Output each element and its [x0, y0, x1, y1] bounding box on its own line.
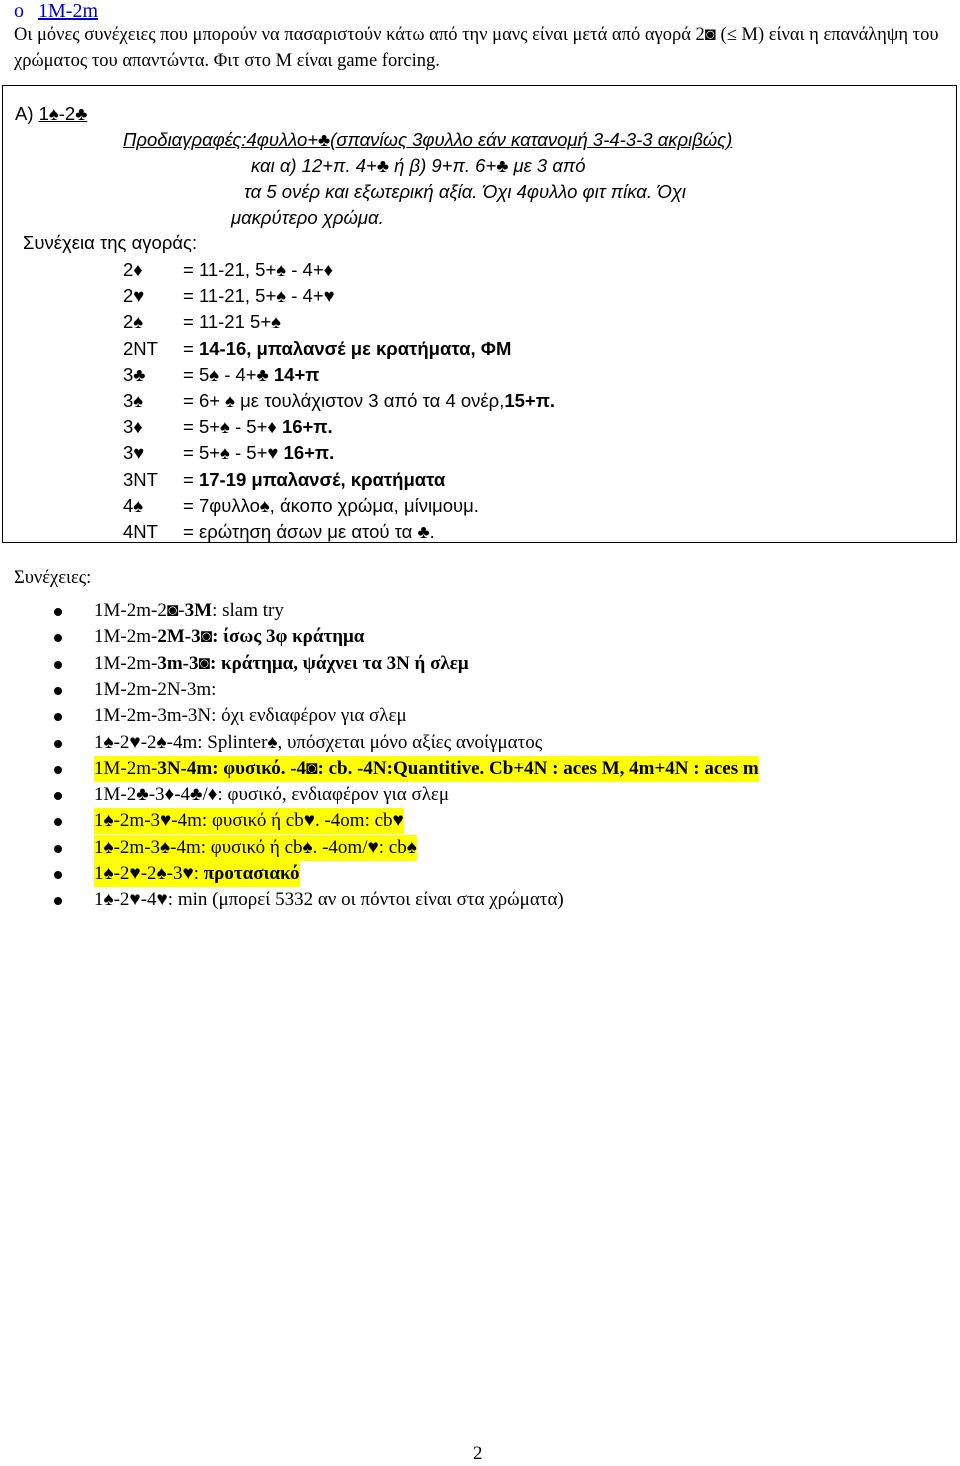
bid-meaning-bold: 14-16, μπαλανσέ με κρατήματα, ΦΜ [198, 337, 512, 359]
bid-meaning: = 7φυλλο♠, άκοπο χρώμα, μίνιμουμ. [183, 494, 479, 516]
bid-meaning: = 6+ ♠ με τουλάχιστον 3 από τα 4 ονέρ, [183, 390, 505, 411]
bid-meaning-bold: 16+π. [283, 442, 335, 464]
item-normal: 1M-2m- [94, 757, 158, 779]
list-item-text [94, 624, 364, 650]
bid-meaning-bold: 16+π. [281, 416, 333, 438]
spec-line-3: τα 5 ονέρ και εξωτερική αξία. Όχι 4φυλλο φιτ πίκα. Όχι [244, 181, 687, 202]
bid-row [123, 442, 334, 464]
bullet-icon [54, 897, 62, 905]
item-normal: 1M-2m- [94, 626, 158, 648]
list-item-text [94, 651, 469, 677]
bid-row [123, 390, 555, 412]
bid-meaning: = 5♠ - 4+♣ [183, 363, 274, 385]
title-line [14, 0, 98, 23]
bid-row [123, 521, 435, 543]
item-bold: προτασιακό [203, 863, 300, 884]
list-item-text [94, 782, 449, 808]
bid-call: 3NT [123, 468, 158, 490]
bullet-icon [54, 608, 62, 616]
bid-meaning: = 11-21, 5+♠ - 4+♥ [183, 285, 335, 307]
bid-meaning: = [183, 468, 199, 490]
bid-meaning-bold: 17-19 μπαλανσέ, κρατήματα [198, 468, 446, 490]
continuations-heading: Συνέχειες: [14, 568, 92, 588]
bid-call: 4NT [123, 521, 158, 542]
bid-row [123, 364, 319, 386]
item-normal: 1M-2m- [94, 652, 158, 674]
bid-call: 3♣ [123, 363, 146, 385]
item-rest: -3◙: κράτημα, ψάχνει τα 3Ν ή σλεμ [182, 652, 469, 674]
bid-row [123, 311, 281, 333]
bid-row [123, 416, 333, 438]
list-item-text [94, 730, 542, 756]
item-normal: 1♠-2m-3♠-4m: φυσικό ή cb♠. -4om/♥: cb♠ [94, 836, 417, 858]
heading-bid: 1♠-2♣ [38, 103, 88, 124]
bid-meaning: = 5+♠ - 5+♥ [183, 442, 284, 464]
item-bold: 3N-4m: φυσικό. -4◙: cb. -4N:Quantitive. Cb+4N : aces M, 4m+4N : aces m [157, 757, 759, 779]
bullet-icon [54, 871, 62, 879]
item-normal: 1M-2♣-3♦-4♣/♦: φυσικό, ενδιαφέρον για σλεμ [94, 784, 450, 806]
list-bullet: o [14, 0, 24, 22]
bid-meaning: = 11-21 5+♠ [183, 311, 281, 333]
spec-text-1: Προδιαγραφές:4φυλλο+♣(σπανίως 3φυλλο εάν κατανομή 3-4-3-3 ακριβώς) [123, 129, 733, 150]
item-normal: 1♠-2♥-2♠-3♥: [94, 863, 204, 884]
list-item-text [94, 808, 404, 834]
bid-row [123, 338, 511, 360]
item-normal: 1♠-2♥-2♠-4m: Splinter♠, υπόσχεται μόνο αξίες ανοίγματος [94, 731, 543, 753]
continuation-label: Συνέχεια της αγοράς: [23, 232, 198, 253]
bid-call: 2♠ [123, 311, 144, 333]
bid-meaning: = 11-21, 5+♠ - 4+♦ [183, 259, 334, 280]
bullet-icon [54, 687, 62, 695]
bid-call: 2NT [123, 337, 158, 359]
item-bold: 3M [184, 600, 213, 621]
page-number: 2 [473, 1443, 483, 1464]
bullet-icon [54, 634, 62, 642]
spec-line-4: μακρύτερο χρώμα. [231, 207, 384, 228]
intro-paragraph: Οι μόνες συνέχειες που μπορούν να πασαριστούν κάτω από την μανς είναι μετά από αγορά 2◙ (≤ M) είναι η επανάληψη του χρώματος του απαντώντα. Φιτ στο Μ είναι game forcing. [14, 25, 939, 71]
bullet-icon [54, 766, 62, 774]
item-bold: 2M [157, 626, 185, 648]
bullet-icon [54, 713, 62, 721]
heading-prefix: A) [15, 103, 39, 124]
bid-call: 4♠ [123, 494, 144, 516]
list-item-text [94, 703, 407, 729]
item-normal: 1♠-2♥-4♥: min (μπορεί 5332 αν οι πόντοι είναι στα χρώματα) [94, 889, 564, 911]
bullet-icon [54, 845, 62, 853]
item-rest: : slam try [212, 600, 284, 621]
bid-meaning-bold: 15+π. [504, 390, 556, 411]
bid-call: 2♥ [123, 285, 145, 307]
bid-call: 2♦ [123, 259, 143, 280]
list-item-text [94, 677, 216, 703]
list-item-text [94, 835, 417, 861]
bid-meaning: = [183, 337, 199, 359]
bullet-icon [54, 818, 62, 826]
bid-call: 3♦ [123, 416, 143, 438]
bid-row [123, 259, 333, 281]
box-heading [15, 103, 87, 125]
item-normal: 1M-2m-2◙- [94, 600, 185, 621]
bid-row [123, 285, 335, 307]
bid-row [123, 469, 445, 491]
item-normal: 1M-2m-3m-3N: όχι ενδιαφέρον για σλεμ [94, 705, 407, 727]
spec-line-1 [123, 129, 732, 151]
item-rest: -3◙: ίσως 3φ κράτημα [184, 626, 365, 648]
bid-meaning-bold: 14+π [273, 363, 320, 385]
bullet-icon [54, 792, 62, 800]
item-normal: 1♠-2m-3♥-4m: φυσικό ή cb♥. -4om: cb♥ [94, 810, 404, 832]
bid-meaning: = 5+♠ - 5+♦ [183, 416, 282, 438]
bid-row [123, 495, 479, 517]
bid-call: 3♥ [123, 442, 145, 464]
bid-meaning: = ερώτηση άσων με ατού τα ♣. [183, 521, 435, 542]
item-bold: 3m [157, 652, 183, 674]
list-item-text [94, 756, 759, 782]
list-item-text [94, 887, 564, 913]
list-item-text [94, 598, 284, 624]
list-item-text [94, 861, 300, 887]
bidding-box [2, 85, 957, 543]
bullet-icon [54, 740, 62, 748]
spec-line-2: και α) 12+π. 4+♣ ή β) 9+π. 6+♣ με 3 από [251, 155, 586, 176]
section-link[interactable]: 1M-2m [38, 0, 98, 22]
bid-call: 3♠ [123, 390, 144, 411]
item-normal: 1M-2m-2N-3m: [94, 678, 217, 700]
bullet-icon [54, 661, 62, 669]
